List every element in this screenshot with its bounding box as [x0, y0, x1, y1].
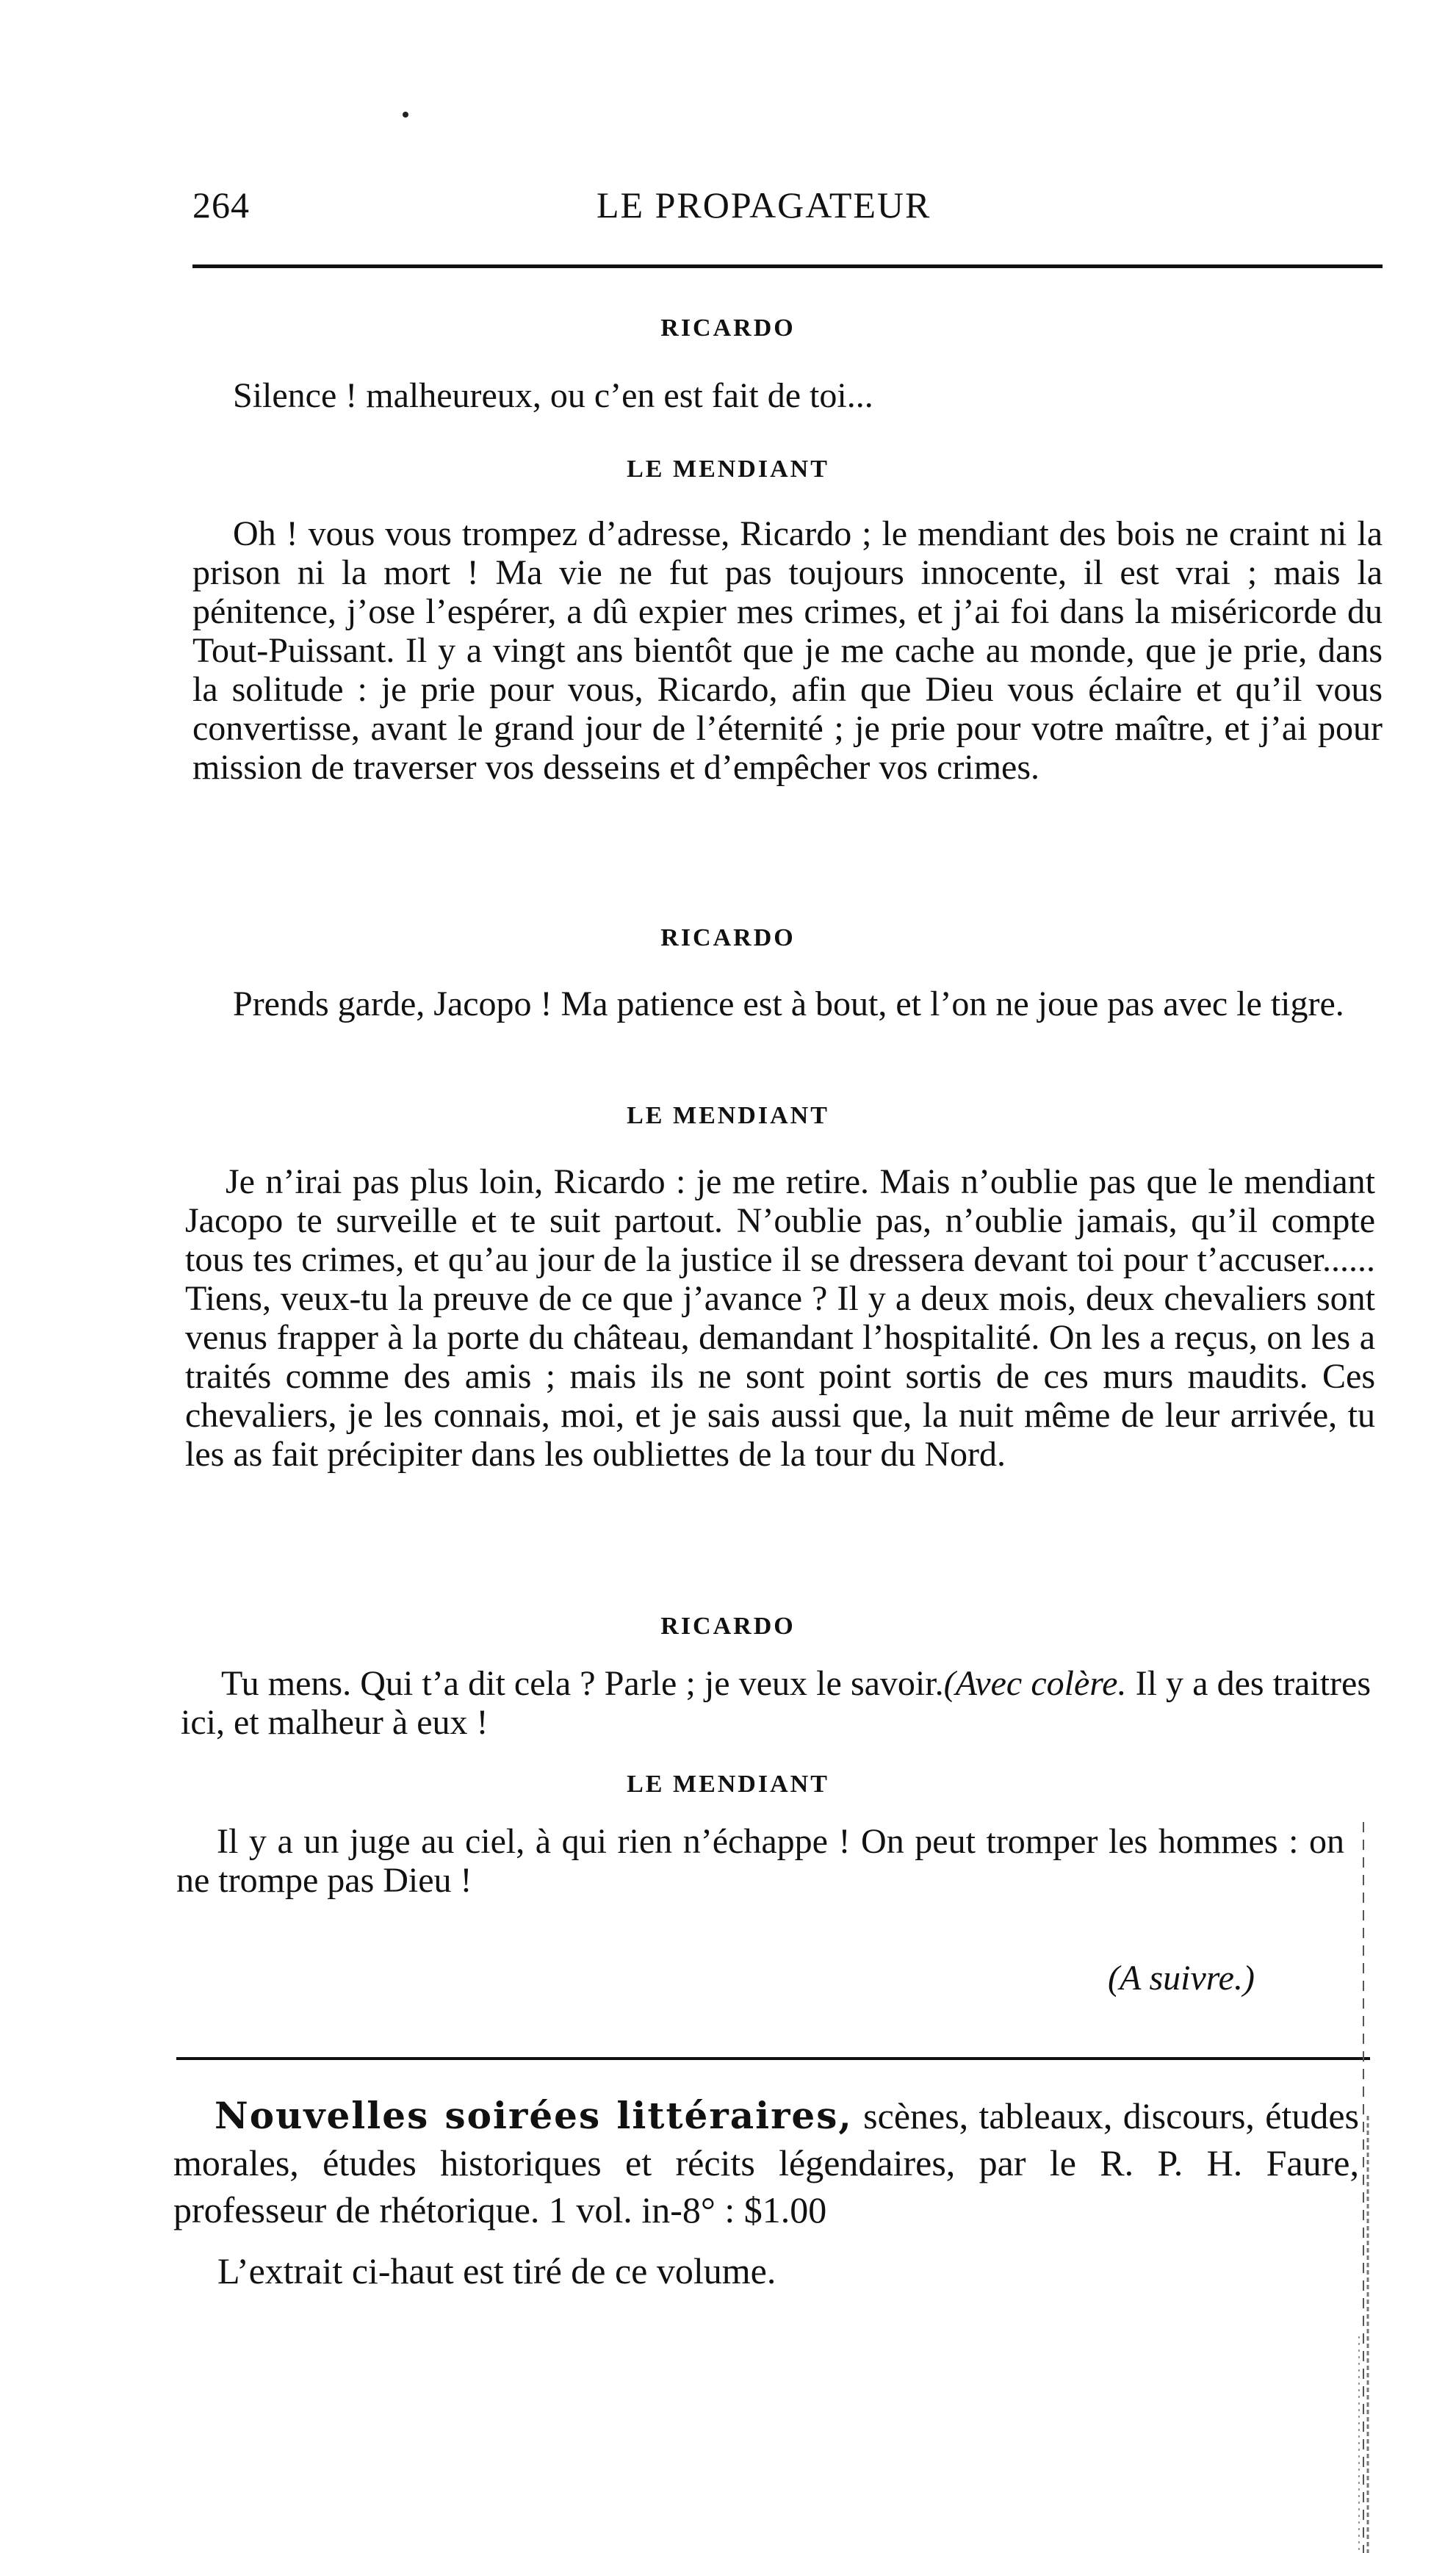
page-number: 264: [192, 184, 250, 226]
dialogue-text: Je n’irai pas plus loin, Ricardo : je me retire. Mais n’oublie pas que le mendiant Jacopo te surveille et te suit partout. N’oublie pas, n’oublie jamais, qu’il compte tous tes crimes, et qu’au jour de la justice il se dressera devant toi pour t’accuser...... Tiens, veux-tu la preuve de ce que j’avance ? Il y a deux mois, deux chevaliers sont venus frapper à la porte du château, demandant l’hospitalité. On les a reçus, on les a traités comme des amis ; mais ils ne sont point sortis de ces murs maudits. Ces chevaliers, je les connais, moi, et je sais aussi que, la nuit même de leur arrivée, tu les as fait précipiter dans les oubliettes de la tour du Nord.: [185, 1162, 1375, 1474]
speaker-heading: LE MENDIANT: [627, 1102, 829, 1129]
section-rule: [176, 2057, 1370, 2060]
ink-speck: [403, 112, 408, 118]
stage-direction: (Avec colère.: [943, 1664, 1127, 1703]
dialogue-paragraph: [181, 1664, 1371, 1742]
dialogue-paragraph: [192, 376, 1368, 415]
speaker-heading: RICARDO: [660, 314, 796, 342]
dialogue-text: Prends garde, Jacopo ! Ma patience est à bout, et l’on ne joue pas avec le tigre.: [233, 984, 1344, 1023]
book-title: Nouvelles soirées littéraires,: [215, 2094, 853, 2137]
dialogue-text: Il y a des traitres ici, et malheur à eux !: [181, 1664, 1372, 1742]
dialogue-text: Tu mens. Qui t’a dit cela ? Parle ; je veux le savoir.: [221, 1664, 944, 1703]
dialogue-text: Oh ! vous vous trompez d’adresse, Ricardo ; le mendiant des bois ne craint ni la prison ni la mort ! Ma vie ne fut pas toujours innocente, il est vrai ; mais la pénitence, j’ose l’espérer, a dû expier mes crimes, et j’ai foi dans la miséricorde du Tout-Puissant. Il y a vingt ans bientôt que je me cache au monde, que je prie, dans la solitude : je prie pour vous, Ricardo, afin que Dieu vous éclaire et qu’il vous convertisse, avant le grand jour de l’éternité ; je prie pour votre maître, et j’ai pour mission de traverser vos desseins et d’empêcher vos crimes.: [192, 514, 1383, 787]
dialogue-paragraph: [176, 1822, 1344, 1900]
publication-title: LE PROPAGATEUR: [597, 184, 931, 226]
extract-note: L’extrait ci-haut est tiré de ce volume.: [217, 2250, 776, 2291]
binding-edge-marks: [1349, 1822, 1375, 2553]
to-be-continued: (A suivre.): [1108, 1959, 1255, 1998]
dialogue-paragraph: [192, 514, 1383, 787]
header-rule: [192, 264, 1383, 268]
speaker-heading: LE MENDIANT: [627, 1771, 829, 1798]
dialogue-text: Il y a un juge au ciel, à qui rien n’échappe ! On peut tromper les hommes : on ne trompe pas Dieu !: [176, 1822, 1344, 1900]
dialogue-paragraph: [185, 1162, 1375, 1474]
speaker-heading: LE MENDIANT: [627, 455, 829, 483]
book-description: scènes, tableaux, discours, études morales, études historiques et récits légendaires, par le R. P. H. Faure, professeur de rhétorique. 1 vol. in-8° : $1.00: [173, 2095, 1359, 2230]
dialogue-text: Silence ! malheureux, ou c’en est fait de toi...: [233, 376, 873, 415]
speaker-heading: RICARDO: [660, 924, 796, 951]
speaker-heading: RICARDO: [660, 1613, 796, 1640]
dialogue-paragraph: [192, 984, 1383, 1023]
book-notice: [173, 2092, 1359, 2233]
running-header: [192, 184, 1383, 235]
